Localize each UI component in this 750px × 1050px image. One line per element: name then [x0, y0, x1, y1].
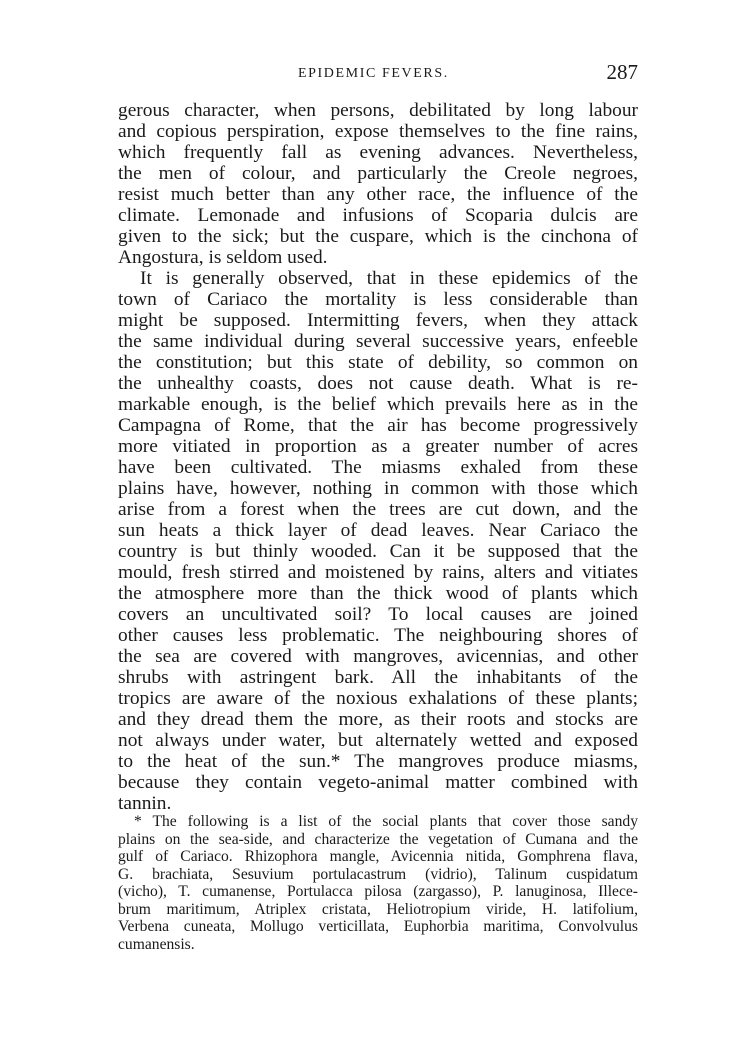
running-title: EPIDEMIC FEVERS. — [298, 66, 449, 81]
text-line: might be supposed. Intermitting fevers, when they attack — [118, 310, 638, 331]
text-line: climate. Lemonade and infusions of Scoparia dulcis are — [118, 205, 638, 226]
text-line: mould, fresh stirred and moistened by rains, alters and vitiates — [118, 562, 638, 583]
text-line: Angostura, is seldom used. — [118, 247, 328, 268]
text-line: given to the sick; but the cuspare, which is the cinchona of — [118, 226, 638, 247]
footnote-line: (vicho), T. cumanense, Portulacca pilosa (zargasso), P. lanuginosa, Illece- — [118, 883, 638, 900]
footnote-line: brum maritimum, Atriplex cristata, Heliotropium viride, H. latifolium, — [118, 900, 638, 918]
text-line: the unhealthy coasts, does not cause death. What is re- — [118, 373, 638, 394]
text-line: not always under water, but alternately wetted and exposed — [118, 730, 638, 751]
main-text — [118, 100, 638, 814]
text-line: the sea are covered with mangroves, avicennias, and other — [118, 646, 638, 667]
footnote — [118, 813, 638, 953]
text-line: the atmosphere more than the thick wood of plants which — [118, 583, 638, 604]
text-line: other causes less problematic. The neighbouring shores of — [118, 625, 638, 646]
text-line: town of Cariaco the mortality is less considerable than — [118, 289, 638, 310]
text-line: and they dread them the more, as their roots and stocks are — [118, 709, 638, 730]
text-line: which frequently fall as evening advances. Nevertheless, — [118, 142, 638, 163]
text-line: and copious perspiration, expose themselves to the fine rains, — [118, 121, 638, 142]
text-line: the men of colour, and particularly the Creole negroes, — [118, 163, 638, 184]
footnote-line: plains on the sea-side, and characterize the vegetation of Cumana and the — [118, 830, 638, 848]
text-line: tannin. — [118, 793, 172, 814]
footnote-line: * The following is a list of the social plants that cover those sandy — [134, 813, 638, 830]
text-line: sun heats a thick layer of dead leaves. Near Cariaco the — [118, 520, 638, 541]
text-line: plains have, however, nothing in common with those which — [118, 478, 638, 499]
text-line: Campagna of Rome, that the air has become progressively — [118, 415, 638, 436]
running-head — [118, 60, 638, 90]
page-number: 287 — [606, 60, 638, 84]
text-line: tropics are aware of the noxious exhalations of these plants; — [118, 688, 638, 709]
text-line: the same individual during several successive years, enfeeble — [118, 331, 638, 352]
text-line: markable enough, is the belief which prevails here as in the — [118, 394, 638, 415]
text-line: covers an uncultivated soil? To local causes are joined — [118, 604, 638, 625]
text-line: resist much better than any other race, the influence of the — [118, 184, 638, 205]
text-line: country is but thinly wooded. Can it be supposed that the — [118, 541, 638, 562]
text-line: arise from a forest when the trees are cut down, and the — [118, 499, 638, 520]
text-line: gerous character, when persons, debilitated by long labour — [118, 100, 638, 121]
text-line: to the heat of the sun.* The mangroves produce miasms, — [118, 751, 638, 772]
footnote-line: cumanensis. — [118, 935, 195, 953]
text-line: It is generally observed, that in these epidemics of the — [140, 268, 638, 289]
footnote-line: gulf of Cariaco. Rhizophora mangle, Avicennia nitida, Gomphrena flava, — [118, 848, 638, 865]
text-line: shrubs with astringent bark. All the inhabitants of the — [118, 667, 638, 688]
text-line: because they contain vegeto-animal matter combined with — [118, 772, 638, 793]
footnote-line: Verbena cuneata, Mollugo verticillata, Euphorbia maritima, Convolvulus — [118, 918, 638, 935]
text-line: more vitiated in proportion as a greater number of acres — [118, 436, 638, 457]
footnote-line: G. brachiata, Sesuvium portulacastrum (vidrio), Talinum cuspidatum — [118, 865, 638, 883]
text-line: have been cultivated. The miasms exhaled from these — [118, 457, 638, 478]
text-line: the constitution; but this state of debility, so common on — [118, 352, 638, 373]
